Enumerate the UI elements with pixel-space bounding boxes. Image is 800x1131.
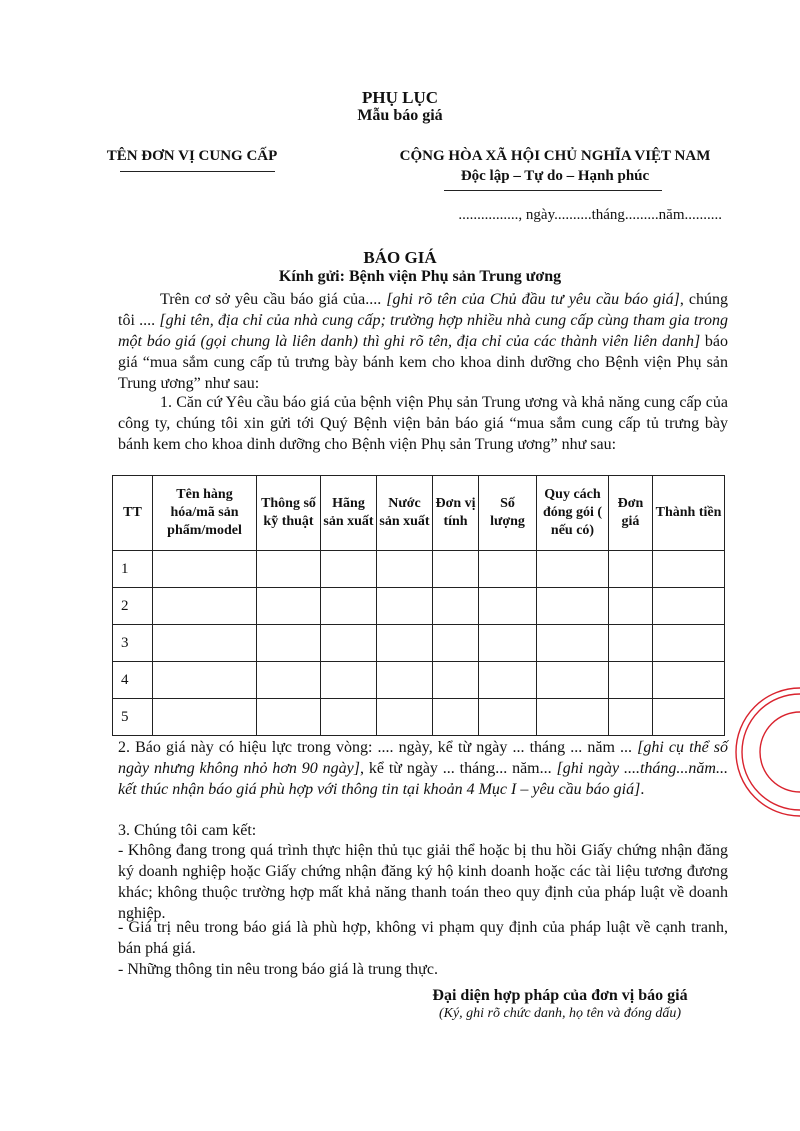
- quote-table: [112, 475, 725, 736]
- table-header-row: [113, 476, 725, 551]
- validity-note: [ghi ngày ....tháng...năm... kết thúc nhận báo giá phù hợp với thông tin tại khoản 4 Mục I – yêu cầu báo giá]: [118, 760, 728, 798]
- table-cell: [377, 699, 433, 736]
- table-row: [113, 588, 725, 625]
- table-cell: [321, 662, 377, 699]
- table-cell: [479, 699, 537, 736]
- table-cell: [377, 551, 433, 588]
- commitment-item: - Giá trị nêu trong báo giá là phù hợp, không vi phạm quy định của pháp luật về cạnh tranh, bán phá giá.: [118, 919, 728, 957]
- commitment-item: - Không đang trong quá trình thực hiện thủ tục giải thể hoặc bị thu hồi Giấy chứng nhận đăng ký doanh nghiệp hoặc Giấy chứng nhận đăng ký hộ kinh doanh hoặc các tài liệu tương đương khác; không thuộc trường hợp mất khả năng thanh toán theo quy định của pháp luật về doanh nghiệp.: [118, 842, 728, 922]
- col-header-price: Đơn giá: [609, 476, 653, 551]
- table-cell: [321, 551, 377, 588]
- table-cell: [609, 662, 653, 699]
- intro-text: , chúng tôi ....: [118, 291, 729, 329]
- commitment-heading: 3. Chúng tôi cam kết:: [118, 822, 257, 839]
- col-header-maker: Hãng sản xuất: [321, 476, 377, 551]
- col-header-specs: Thông số kỹ thuật: [257, 476, 321, 551]
- table-cell: [153, 662, 257, 699]
- col-header-origin: Nước sản xuất: [377, 476, 433, 551]
- motto-underline: [444, 190, 662, 191]
- intro-note: [ghi tên, địa chỉ của nhà cung cấp; trường hợp nhiều nhà cung cấp cùng tham gia trong một báo giá (gọi chung là liên danh) thì ghi rõ tên, địa chỉ của các thành viên liên danh]: [118, 312, 728, 350]
- table-cell: [377, 588, 433, 625]
- recipient: Kính gửi: Bệnh viện Phụ sản Trung ương: [278, 268, 562, 285]
- table-cell: [479, 662, 537, 699]
- intro-note: [ghi rõ tên của Chủ đầu tư yêu cầu báo giá]: [386, 291, 680, 308]
- validity-note: [ghi cụ thể số ngày nhưng không nhỏ hơn 90 ngày]: [118, 739, 729, 777]
- row-number: 2: [113, 588, 153, 625]
- table-cell: [609, 625, 653, 662]
- table-cell: [479, 551, 537, 588]
- table-cell: [609, 699, 653, 736]
- table-cell: [153, 551, 257, 588]
- table-cell: [321, 588, 377, 625]
- table-cell: [433, 625, 479, 662]
- national-motto: Độc lập – Tự do – Hạnh phúc: [460, 168, 650, 184]
- commitment-item: - Những thông tin nêu trong báo giá là trung thực.: [118, 961, 438, 978]
- col-header-packing: Quy cách đóng gói ( nếu có): [537, 476, 609, 551]
- col-header-qty: Số lượng: [479, 476, 537, 551]
- row-number: 3: [113, 625, 153, 662]
- row-number: 5: [113, 699, 153, 736]
- seal-stamp-icon: [700, 684, 800, 824]
- table-cell: [537, 588, 609, 625]
- table-cell: [257, 699, 321, 736]
- validity-text: , kể từ ngày ... tháng... năm...: [360, 760, 557, 777]
- table-cell: [609, 551, 653, 588]
- nation-title: CỘNG HÒA XÃ HỘI CHỦ NGHĨA VIỆT NAM: [399, 148, 711, 164]
- table-cell: [377, 662, 433, 699]
- table-cell: [321, 699, 377, 736]
- table-row: [113, 551, 725, 588]
- table-cell: [257, 662, 321, 699]
- row-number: 4: [113, 662, 153, 699]
- table-cell: [433, 699, 479, 736]
- intro-text: Trên cơ sở yêu cầu báo giá của....: [160, 291, 387, 308]
- table-cell: [153, 588, 257, 625]
- paragraph-1: 1. Căn cứ Yêu cầu báo giá của bệnh viện Phụ sản Trung ương và khả năng cung cấp của công ty, chúng tôi xin gửi tới Quý Bệnh viện bản báo giá “mua sắm cung cấp tủ trưng bày bánh kem cho khoa dinh dưỡng cho Bệnh viện Phụ sản Trung ương” như sau:: [118, 394, 728, 453]
- table-cell: [153, 625, 257, 662]
- table-row: [113, 699, 725, 736]
- table-cell: [479, 588, 537, 625]
- table-cell: [537, 699, 609, 736]
- signature-title: Đại diện hợp pháp của đơn vị báo giá: [432, 987, 688, 1004]
- table-row: [113, 625, 725, 662]
- intro-paragraph: [118, 289, 728, 394]
- col-header-total: Thành tiền: [653, 476, 725, 551]
- table-cell: [153, 699, 257, 736]
- table-cell: [377, 625, 433, 662]
- intro-text: báo giá “mua sắm cung cấp tủ trưng bày bánh kem cho khoa dinh dưỡng cho Bệnh viện Phụ sản Trung ương” như sau:: [118, 333, 728, 392]
- table-cell: [537, 662, 609, 699]
- table-cell: [479, 625, 537, 662]
- table-cell: [257, 588, 321, 625]
- table-cell: [433, 662, 479, 699]
- table-cell: [653, 588, 725, 625]
- table-cell: [609, 588, 653, 625]
- row-number: 1: [113, 551, 153, 588]
- table-cell: [653, 625, 725, 662]
- table-cell: [653, 551, 725, 588]
- table-cell: [433, 551, 479, 588]
- appendix-title: PHỤ LỤC: [361, 88, 439, 107]
- appendix-subtitle: Mẫu báo giá: [357, 107, 443, 124]
- quote-title: BÁO GIÁ: [363, 248, 437, 267]
- validity-text: .: [640, 781, 645, 798]
- table-cell: [537, 625, 609, 662]
- col-header-unit: Đơn vị tính: [433, 476, 479, 551]
- signature-note: (Ký, ghi rõ chức danh, họ tên và đóng dấu): [438, 1006, 682, 1021]
- col-header-name: Tên hàng hóa/mã sản phẩm/model: [153, 476, 257, 551]
- date-line: ................, ngày..........tháng.........năm..........: [458, 207, 722, 223]
- validity-paragraph: [118, 737, 728, 800]
- table-cell: [257, 625, 321, 662]
- table-cell: [257, 551, 321, 588]
- supplier-underline: [120, 171, 275, 172]
- table-cell: [433, 588, 479, 625]
- supplier-name: TÊN ĐƠN VỊ CUNG CẤP: [106, 148, 278, 164]
- table-row: [113, 662, 725, 699]
- validity-text: 2. Báo giá này có hiệu lực trong vòng: .... ngày, kể từ ngày ... tháng ... năm ...: [118, 739, 638, 756]
- table-cell: [537, 551, 609, 588]
- col-header-tt: TT: [113, 476, 153, 551]
- table-cell: [321, 625, 377, 662]
